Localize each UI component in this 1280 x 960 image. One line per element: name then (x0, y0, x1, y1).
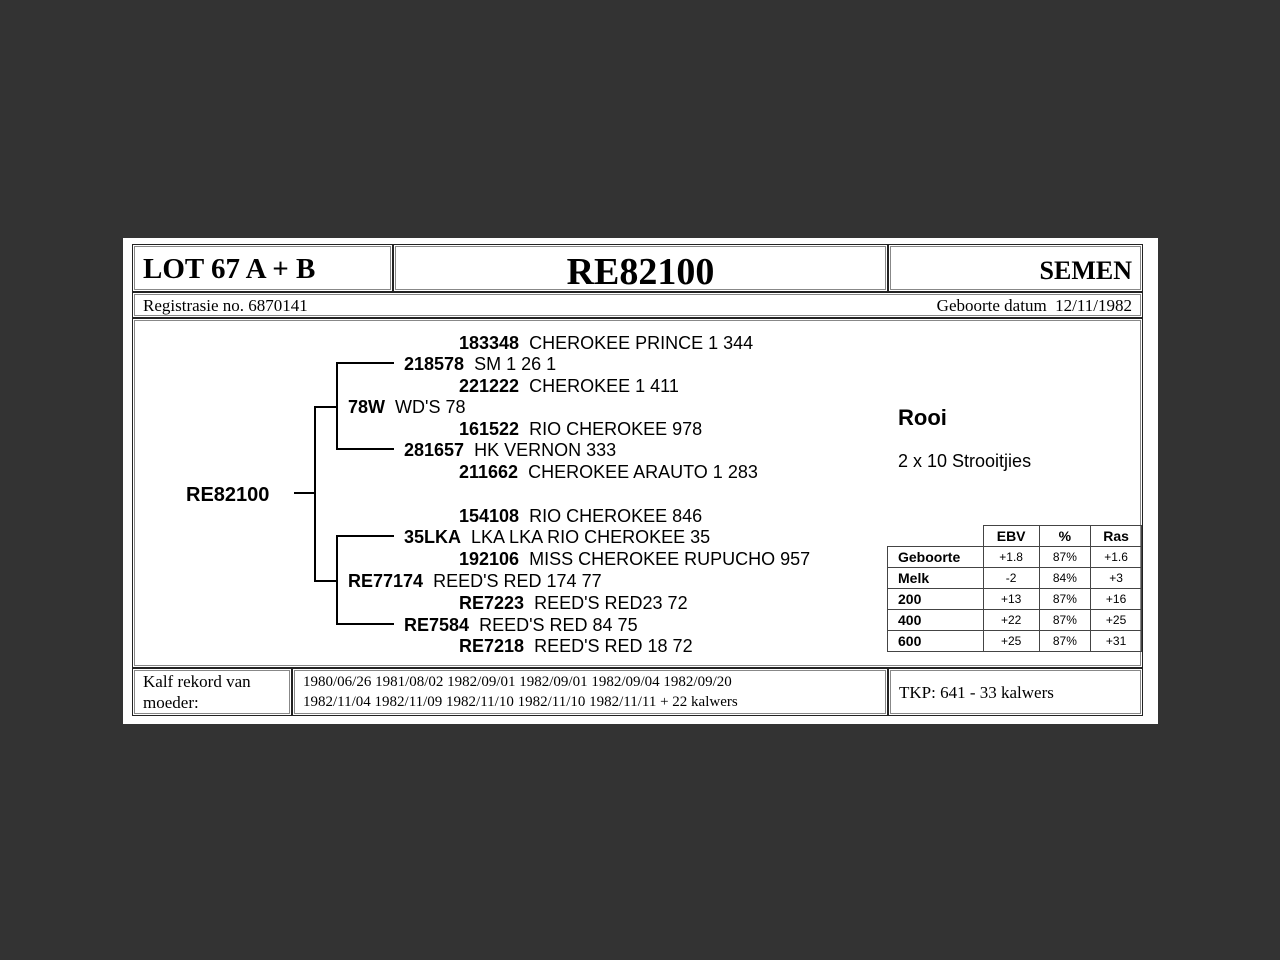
calf-record-label-line2: moeder: (143, 693, 199, 712)
coat-color: Rooi (898, 405, 947, 430)
dam-dam-dam-id: RE7218 (459, 636, 525, 656)
dam-id: RE77174 (348, 571, 424, 591)
sire-dam-name: HK VERNON 333 (474, 440, 617, 460)
tree-line-dam-dam (336, 623, 394, 625)
pedigree-dam-dam-sire (459, 593, 688, 613)
ebv-row-label: 200 (888, 589, 984, 610)
ebv-row (888, 547, 1142, 568)
calf-record-label-cell (132, 668, 292, 716)
dam-dam-name: REED'S RED 84 75 (479, 615, 638, 635)
ebv-header-ras: Ras (1091, 526, 1142, 547)
tree-line-root (294, 492, 316, 494)
birth-date (937, 296, 1132, 316)
ebv-row (888, 631, 1142, 652)
pedigree-dam (348, 571, 602, 591)
ebv-row (888, 589, 1142, 610)
ebv-table (887, 525, 1142, 652)
sire-name: WD'S 78 (395, 397, 466, 417)
pedigree-dam-dam-dam (459, 636, 693, 656)
animal-id-cell (393, 244, 888, 292)
sire-dam-dam-name: CHEROKEE ARAUTO 1 283 (528, 462, 758, 482)
ebv-row-percent: 87% (1039, 610, 1091, 631)
pedigree-dam-sire-dam (459, 549, 810, 569)
ebv-row-ras: +16 (1091, 589, 1142, 610)
tree-line-dam (314, 580, 338, 582)
ebv-row-ebv: +1.8 (983, 547, 1039, 568)
dam-dam-sire-name: REED'S RED23 72 (534, 593, 688, 613)
dam-sire-name: LKA LKA RIO CHEROKEE 35 (471, 527, 711, 547)
sire-sire-id: 218578 (404, 354, 465, 374)
ebv-row (888, 568, 1142, 589)
product-type: SEMEN (1039, 256, 1132, 285)
sire-dam-id: 281657 (404, 440, 465, 460)
product-cell (888, 244, 1143, 292)
ebv-row-label: Melk (888, 568, 984, 589)
ebv-header-row (888, 526, 1142, 547)
ebv-row-percent: 84% (1039, 568, 1091, 589)
pedigree-dam-sire (404, 527, 710, 547)
pedigree-sire-dam-dam (459, 462, 758, 482)
dam-dam-sire-id: RE7223 (459, 593, 525, 613)
ebv-row (888, 610, 1142, 631)
tkp-value: TKP: 641 - 33 kalwers (899, 683, 1054, 702)
dam-sire-id: 35LKA (404, 527, 462, 547)
pedigree-sire-dam (404, 440, 616, 460)
ebv-header-percent: % (1039, 526, 1091, 547)
ebv-row-percent: 87% (1039, 589, 1091, 610)
pedigree-dam-dam (404, 615, 638, 635)
sire-sire-dam-name: CHEROKEE 1 411 (529, 376, 679, 396)
pedigree-animal: RE82100 (186, 484, 270, 506)
ebv-row-percent: 87% (1039, 631, 1091, 652)
ebv-row-ebv: +25 (983, 631, 1039, 652)
tree-line-sire-sire (336, 362, 394, 364)
tree-line-sire-vertical (336, 362, 338, 450)
sire-sire-sire-name: CHEROKEE PRINCE 1 344 (529, 333, 754, 353)
sire-sire-sire-id: 183348 (459, 333, 520, 353)
ebv-header-blank (888, 526, 984, 547)
dam-sire-dam-id: 192106 (459, 549, 520, 569)
calf-records-line1: 1980/06/26 1981/08/02 1982/09/01 1982/09/01 1982/09/04 1982/09/20 (303, 674, 732, 690)
pedigree-dam-sire-sire (459, 506, 702, 526)
calf-records-line2: 1982/11/04 1982/11/09 1982/11/10 1982/11/10 1982/11/11 + 22 kalwers (303, 694, 738, 710)
sire-dam-dam-id: 211662 (459, 462, 519, 482)
tree-line-main-vertical (314, 406, 316, 582)
sire-sire-dam-id: 221222 (459, 376, 520, 396)
tkp-cell (888, 668, 1143, 716)
animal-id-title: RE82100 (566, 251, 715, 293)
ebv-row-percent: 87% (1039, 547, 1091, 568)
dam-sire-sire-id: 154108 (459, 506, 520, 526)
tree-line-sire-dam (336, 448, 394, 450)
dam-dam-id: RE7584 (404, 615, 470, 635)
ebv-row-ebv: +13 (983, 589, 1039, 610)
ebv-row-ras: +25 (1091, 610, 1142, 631)
tree-line-sire (314, 406, 338, 408)
birth-date-value: 12/11/1982 (1055, 296, 1132, 315)
pedigree-sire-sire (404, 354, 556, 374)
tree-line-dam-sire (336, 535, 394, 537)
sire-dam-sire-name: RIO CHEROKEE 978 (529, 419, 703, 439)
dam-dam-dam-name: REED'S RED 18 72 (534, 636, 693, 656)
sire-dam-sire-id: 161522 (459, 419, 520, 439)
pedigree-sire-dam-sire (459, 419, 702, 439)
info-row (132, 292, 1143, 318)
straw-count: 2 x 10 Strooitjies (898, 451, 1032, 471)
pedigree-sire (348, 397, 465, 417)
ebv-row-ras: +1.6 (1091, 547, 1142, 568)
registration-number: Registrasie no. 6870141 (143, 296, 308, 315)
lot-cell (132, 244, 393, 292)
ebv-row-ebv: -2 (983, 568, 1039, 589)
tree-line-dam-vertical (336, 535, 338, 625)
lot-number: LOT 67 A + B (143, 253, 316, 285)
sire-id: 78W (348, 397, 386, 417)
ebv-row-label: 400 (888, 610, 984, 631)
pedigree-sire-sire-dam (459, 376, 679, 396)
dam-sire-sire-name: RIO CHEROKEE 846 (529, 506, 703, 526)
ebv-row-ras: +3 (1091, 568, 1142, 589)
ebv-header-ebv: EBV (983, 526, 1039, 547)
pedigree-sire-sire-sire (459, 333, 753, 353)
sire-sire-name: SM 1 26 1 (474, 354, 557, 374)
dam-sire-dam-name: MISS CHEROKEE RUPUCHO 957 (529, 549, 811, 569)
lot-card (123, 238, 1158, 724)
ebv-row-label: 600 (888, 631, 984, 652)
calf-record-label-line1: Kalf rekord van (143, 672, 251, 691)
calf-records-cell (292, 668, 888, 716)
ebv-row-ebv: +22 (983, 610, 1039, 631)
dam-name: REED'S RED 174 77 (433, 571, 602, 591)
birth-date-label: Geboorte datum (936, 296, 1047, 315)
ebv-row-label: Geboorte (888, 547, 984, 568)
ebv-row-ras: +31 (1091, 631, 1142, 652)
